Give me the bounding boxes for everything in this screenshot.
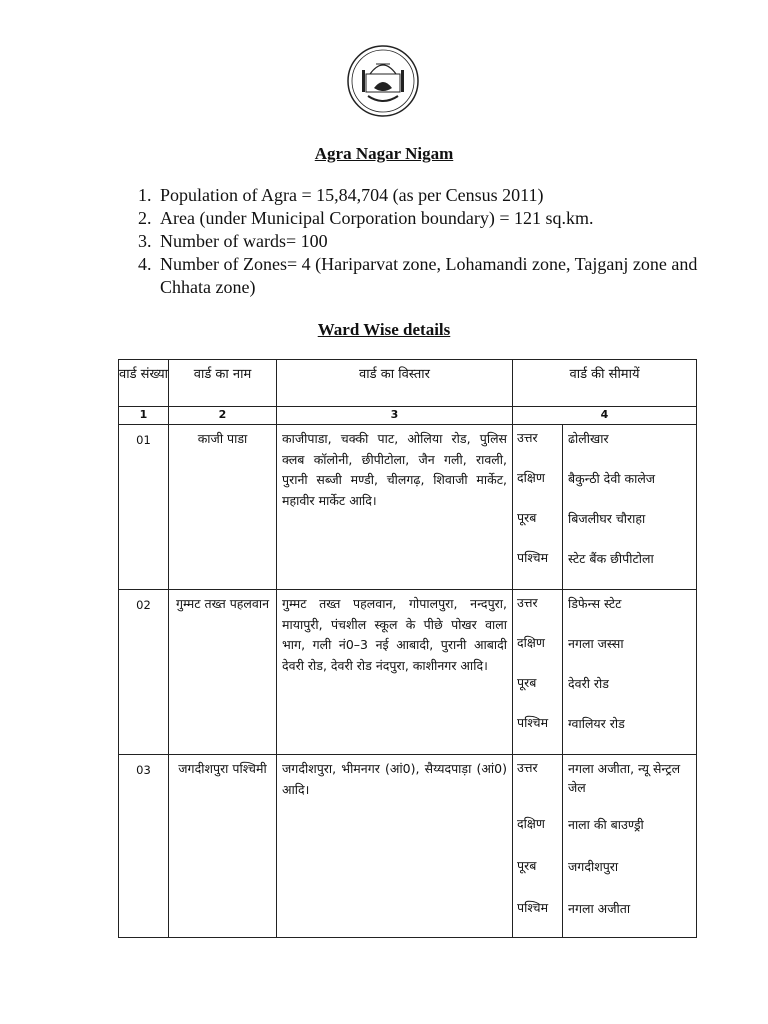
agra-nagar-nigam-seal-icon <box>346 44 420 118</box>
ward-number: 03 <box>119 755 169 938</box>
index-cell: 1 <box>119 407 169 425</box>
boundary-west: पश्चिम स्टेट बैंक छीपीटोला <box>513 545 696 589</box>
index-cell: 2 <box>169 407 277 425</box>
fact-text: Area (under Municipal Corporation boundary) = 121 sq.km. <box>160 208 594 228</box>
boundary-north: उत्तर नगला अजीता, न्यू सेन्ट्रल जेल <box>513 755 696 811</box>
ward-boundaries <box>513 425 697 590</box>
table-row <box>119 590 697 755</box>
fact-item <box>138 253 698 299</box>
fact-item <box>138 230 698 253</box>
header-ward-name: वार्ड का नाम <box>169 360 277 407</box>
ward-number: 02 <box>119 590 169 755</box>
index-cell: 4 <box>513 407 697 425</box>
header-ward-boundaries: वार्ड की सीमायें <box>513 360 697 407</box>
facts-list <box>138 184 698 299</box>
table-row <box>119 425 697 590</box>
table-header-row <box>119 360 697 407</box>
fact-number: 3. <box>138 231 152 251</box>
boundary-south: दक्षिण बैकुन्ठी देवी कालेज <box>513 465 696 505</box>
ward-extent: काजीपाडा, चक्की पाट, ओलिया रोड, पुलिस क्लब कॉलोनी, छीपीटोला, जैन गली, रावली, पुरानी सब्जी मण्डी, चीलगढ़, शिवाजी मार्केट, महावीर मार्केट आदि। <box>277 425 513 590</box>
fact-text: Population of Agra = 15,84,704 (as per Census 2011) <box>160 185 544 205</box>
ward-boundaries <box>513 755 697 938</box>
boundary-east: पूरब जगदीशपुरा <box>513 853 696 895</box>
ward-boundaries <box>513 590 697 755</box>
fact-item <box>138 207 698 230</box>
boundary-south: दक्षिण नगला जस्सा <box>513 630 696 670</box>
boundary-west: पश्चिम ग्वालियर रोड <box>513 710 696 754</box>
ward-name: गुम्मट तख्त पहलवान <box>169 590 277 755</box>
ward-name: काजी पाडा <box>169 425 277 590</box>
fact-text: Number of Zones= 4 (Hariparvat zone, Lohamandi zone, Tajganj zone and Chhata zone) <box>160 254 698 297</box>
boundary-north: उत्तर ढोलीखार <box>513 425 696 465</box>
fact-number: 2. <box>138 208 152 228</box>
fact-number: 1. <box>138 185 152 205</box>
ward-extent: जगदीशपुरा, भीमनगर (आं0), सैय्यदपाड़ा (आं0) आदि। <box>277 755 513 938</box>
fact-number: 4. <box>138 254 152 274</box>
fact-text: Number of wards= 100 <box>160 231 328 251</box>
page-title: Agra Nagar Nigam <box>314 144 454 163</box>
boundary-east: पूरब देवरी रोड <box>513 670 696 710</box>
boundary-west: पश्चिम नगला अजीता <box>513 895 696 937</box>
ward-details-table <box>118 359 697 938</box>
ward-name: जगदीशपुरा पश्चिमी <box>169 755 277 938</box>
table-index-row <box>119 407 697 425</box>
boundary-south: दक्षिण नाला की बाउण्ड्री <box>513 811 696 853</box>
boundary-north: उत्तर डिफेन्स स्टेट <box>513 590 696 630</box>
ward-number: 01 <box>119 425 169 590</box>
header-ward-extent: वार्ड का विस्तार <box>277 360 513 407</box>
fact-item <box>138 184 698 207</box>
header-ward-number: वार्ड संख्या <box>119 360 169 407</box>
ward-extent: गुम्मट तख्त पहलवान, गोपालपुरा, नन्दपुरा, मायापुरी, पंचशील स्कूल के पीछे पोखर वाला भाग, गली नं0–3 नई आबादी, पुरानी आबादी देवरी रोड, देवरी रोड नंदपुरा, काशीनगर आदि। <box>277 590 513 755</box>
boundary-east: पूरब बिजलीघर चौराहा <box>513 505 696 545</box>
table-row <box>119 755 697 938</box>
index-cell: 3 <box>277 407 513 425</box>
section-title: Ward Wise details <box>317 320 451 339</box>
